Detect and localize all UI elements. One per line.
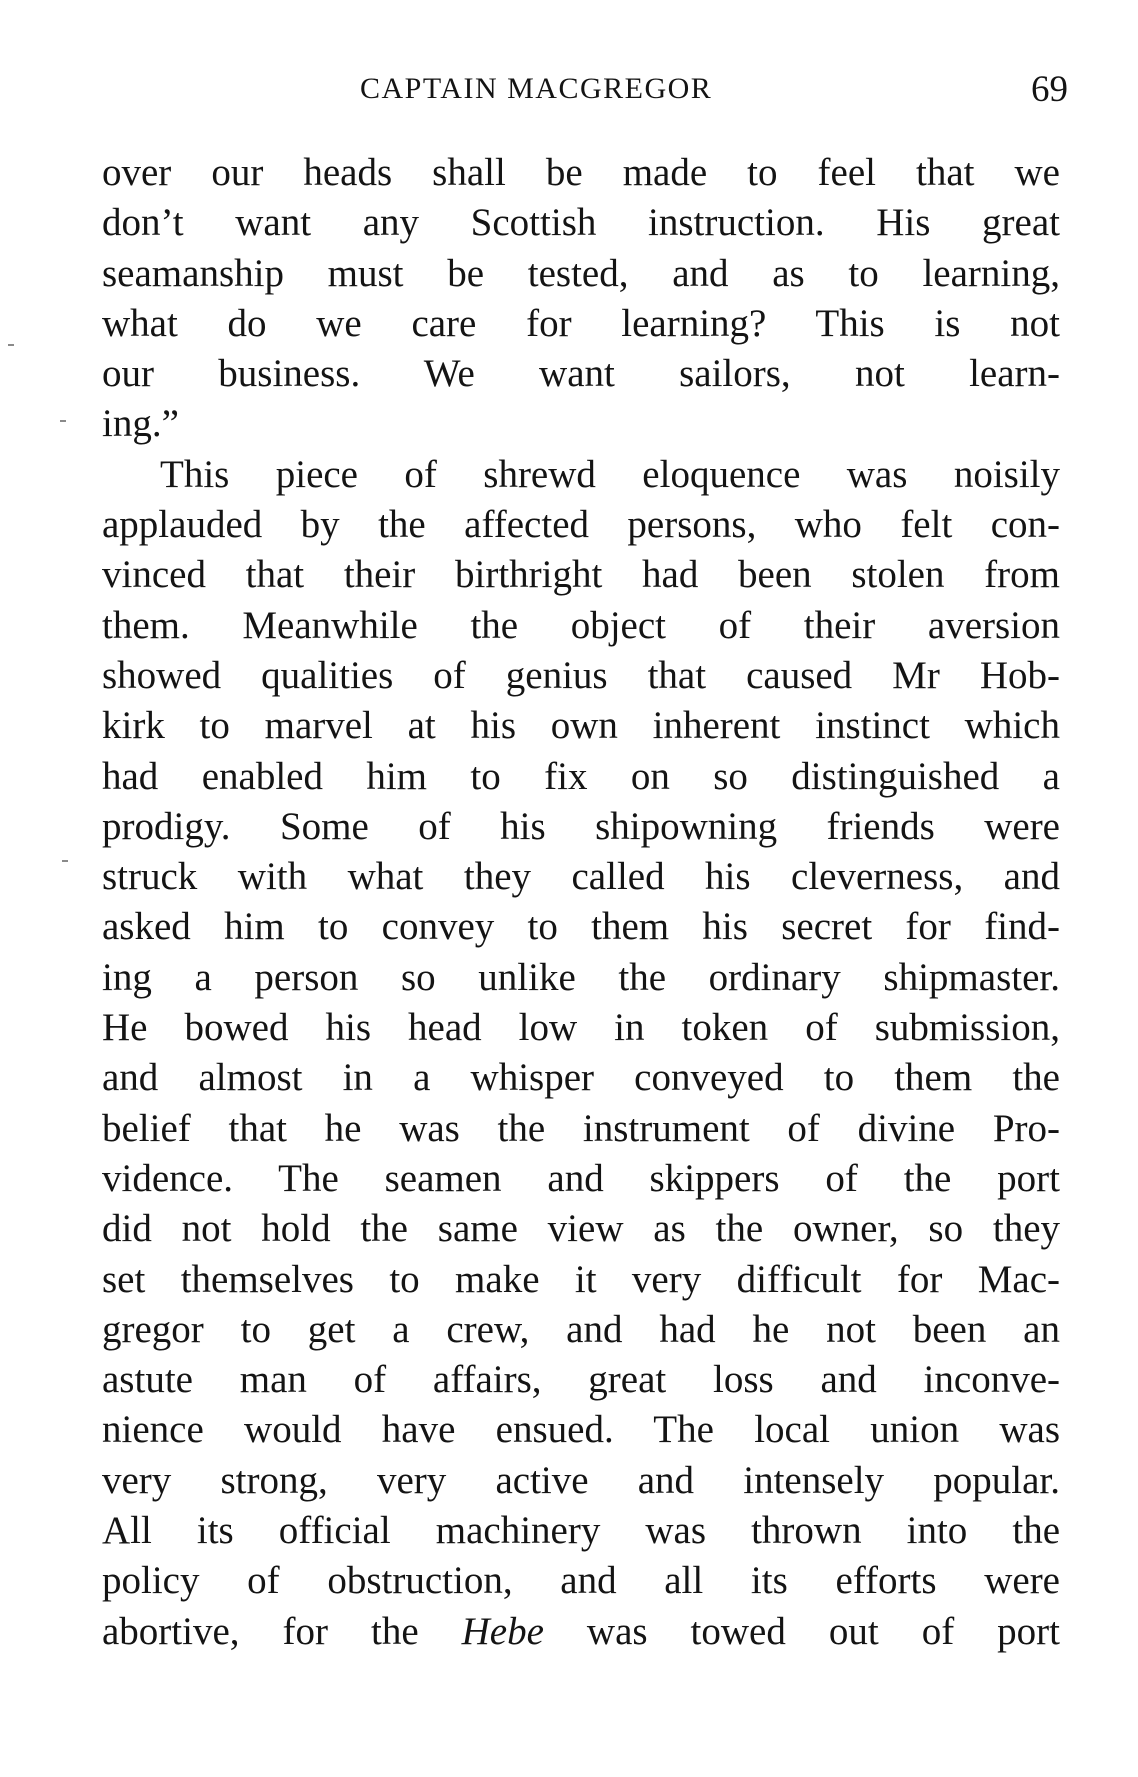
- text-line: what do we care for learning? This is not: [102, 301, 1060, 345]
- final-text-line: [102, 1607, 1060, 1657]
- text-line: seamanship must be tested, and as to learning,: [102, 251, 1060, 295]
- text-line: gregor to get a crew, and had he not been an: [102, 1307, 1060, 1351]
- text-line: asked him to convey to them his secret for find-: [102, 905, 1060, 949]
- text-line: don’t want any Scottish instruction. His great: [102, 201, 1060, 245]
- text-line: All its official machinery was thrown into the: [102, 1509, 1060, 1553]
- text-line: kirk to marvel at his own inherent instinct which: [102, 704, 1060, 748]
- text-line: very strong, very active and intensely popular.: [102, 1458, 1060, 1502]
- running-title: CAPTAIN MACGREGOR: [360, 72, 713, 105]
- text-line: ing.”: [102, 402, 179, 446]
- text-line: struck with what they called his cleverness, and: [102, 855, 1060, 899]
- text-line: applauded by the affected persons, who felt con-: [102, 503, 1060, 547]
- text-line: set themselves to make it very difficult for Mac-: [102, 1257, 1060, 1301]
- final-line-end: was towed out of port: [543, 1609, 1060, 1653]
- text-line: and almost in a whisper conveyed to them the: [102, 1056, 1060, 1100]
- body-text: [102, 148, 1060, 1657]
- text-line: vidence. The seamen and skippers of the port: [102, 1156, 1060, 1200]
- final-line-start: abortive, for the: [102, 1609, 462, 1653]
- paragraph-start-line: This piece of shrewd eloquence was noisily: [160, 452, 1060, 496]
- ship-name: Hebe: [461, 1609, 544, 1653]
- text-line: astute man of affairs, great loss and inconve-: [102, 1358, 1060, 1402]
- text-line: did not hold the same view as the owner, so they: [102, 1207, 1060, 1251]
- scan-speck: [60, 420, 66, 422]
- text-line: had enabled him to fix on so distinguished a: [102, 754, 1060, 798]
- text-line: policy of obstruction, and all its efforts were: [102, 1559, 1060, 1603]
- text-line: ing a person so unlike the ordinary shipmaster.: [102, 955, 1060, 999]
- page-number: 69: [1031, 69, 1068, 110]
- text-line: vinced that their birthright had been stolen from: [102, 553, 1060, 597]
- text-line: our business. We want sailors, not learn-: [102, 352, 1060, 396]
- scan-speck: [8, 344, 14, 346]
- text-line: He bowed his head low in token of submission,: [102, 1006, 1060, 1050]
- text-line: prodigy. Some of his shipowning friends were: [102, 804, 1060, 848]
- text-line: showed qualities of genius that caused Mr Hob-: [102, 653, 1060, 697]
- text-line: them. Meanwhile the object of their aversion: [102, 603, 1060, 647]
- text-line: nience would have ensued. The local union was: [102, 1408, 1060, 1452]
- text-line: over our heads shall be made to feel that we: [102, 151, 1060, 194]
- scan-speck: [62, 860, 68, 862]
- text-line: belief that he was the instrument of divine Pro-: [102, 1106, 1060, 1150]
